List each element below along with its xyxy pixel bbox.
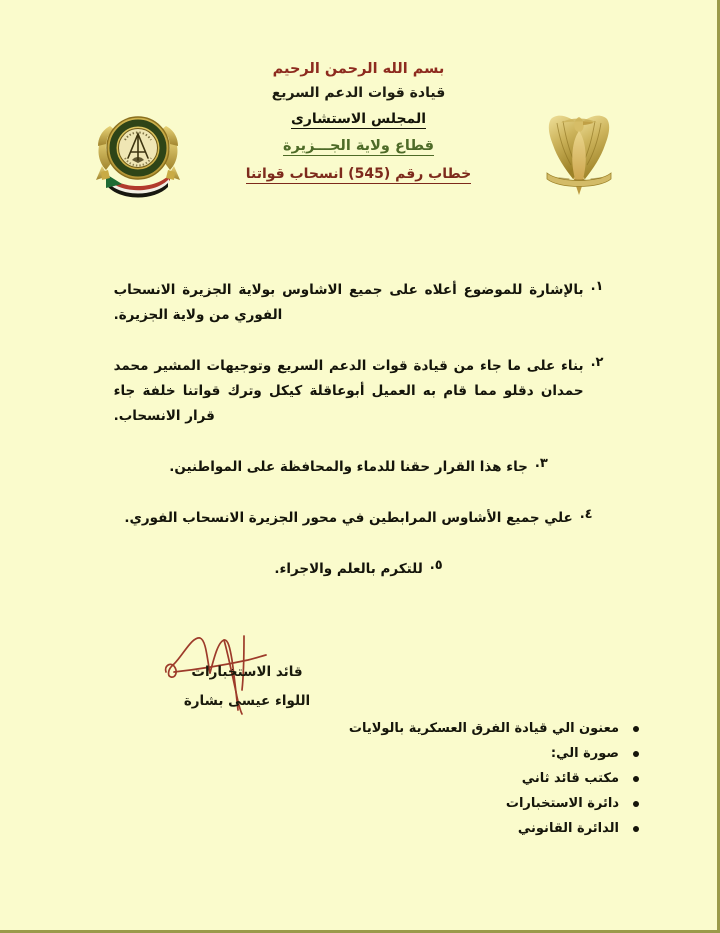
clause-text: للتكرم بالعلم والاجراء. — [274, 560, 423, 577]
distribution-label: مكتب قائد ثاني — [521, 771, 619, 786]
clause-text: بناء على ما جاء من قيادة قوات الدعم السريع وتوجيهات المشير محمد حمدان دقلو مما قام به العميل أبوعاقلة كيكل وترك قواتنا خلفة جاء قرار الانسحاب. — [113, 357, 584, 424]
distribution-item — [349, 821, 639, 836]
sector-label: قطاع ولاية الجـــزيرة — [283, 137, 434, 154]
clause-number: ٤. — [579, 506, 593, 522]
clause-number: ٥. — [429, 557, 443, 573]
sector-line — [0, 139, 717, 154]
bullet-icon — [633, 801, 639, 807]
bullet-icon — [633, 751, 639, 757]
signature-title: قائد الاستخبارات — [191, 664, 303, 680]
distribution-item — [349, 746, 639, 761]
basmala-line: بسم الله الرحمن الرحيم — [272, 61, 445, 77]
distribution-label: دائرة الاستخبارات — [505, 796, 619, 811]
clause-item — [72, 557, 645, 582]
distribution-list — [349, 721, 639, 846]
clause-number: ١. — [590, 279, 604, 294]
distribution-label: صورة الي: — [550, 746, 619, 761]
distribution-item — [349, 796, 639, 811]
distribution-label: معنون الي قيادة الفرق العسكرية بالولايات — [348, 721, 619, 736]
clause-list — [72, 278, 645, 608]
subject-line — [0, 167, 717, 182]
clause-number: ٢. — [590, 354, 604, 370]
clause-item — [72, 354, 645, 429]
bullet-icon — [633, 776, 639, 782]
distribution-label: الدائرة القانوني — [517, 821, 619, 836]
clause-text: بالإشارة للموضوع أعلاه على جميع الاشاوس بولاية الجزيرة الانسحاب الفوري من ولاية الجزيرة. — [113, 282, 584, 323]
command-line: قيادة قوات الدعم السريع — [271, 85, 446, 102]
signature-name: اللواء عيسى بشارة — [183, 693, 311, 709]
clause-text: علي جميع الأشاوس المرابطين في محور الجزيرة الانسحاب الفوري. — [124, 509, 573, 526]
signature-block — [152, 628, 342, 723]
header-text-block — [0, 62, 717, 182]
council-line — [0, 112, 717, 127]
clause-text: جاء هذا القرار حقنا للدماء والمحافظة على المواطنين. — [169, 458, 528, 475]
bullet-icon — [633, 826, 639, 832]
subject-label: خطاب رقم (545) انسحاب قواتنا — [245, 165, 472, 182]
clause-item — [72, 278, 645, 328]
clause-item — [72, 455, 645, 480]
bullet-icon — [633, 726, 639, 732]
council-label: المجلس الاستشارى — [290, 110, 426, 127]
document-header — [0, 0, 717, 250]
clause-number: ٣. — [534, 455, 548, 471]
distribution-item — [349, 721, 639, 736]
distribution-item — [349, 771, 639, 786]
clause-item — [72, 506, 645, 531]
